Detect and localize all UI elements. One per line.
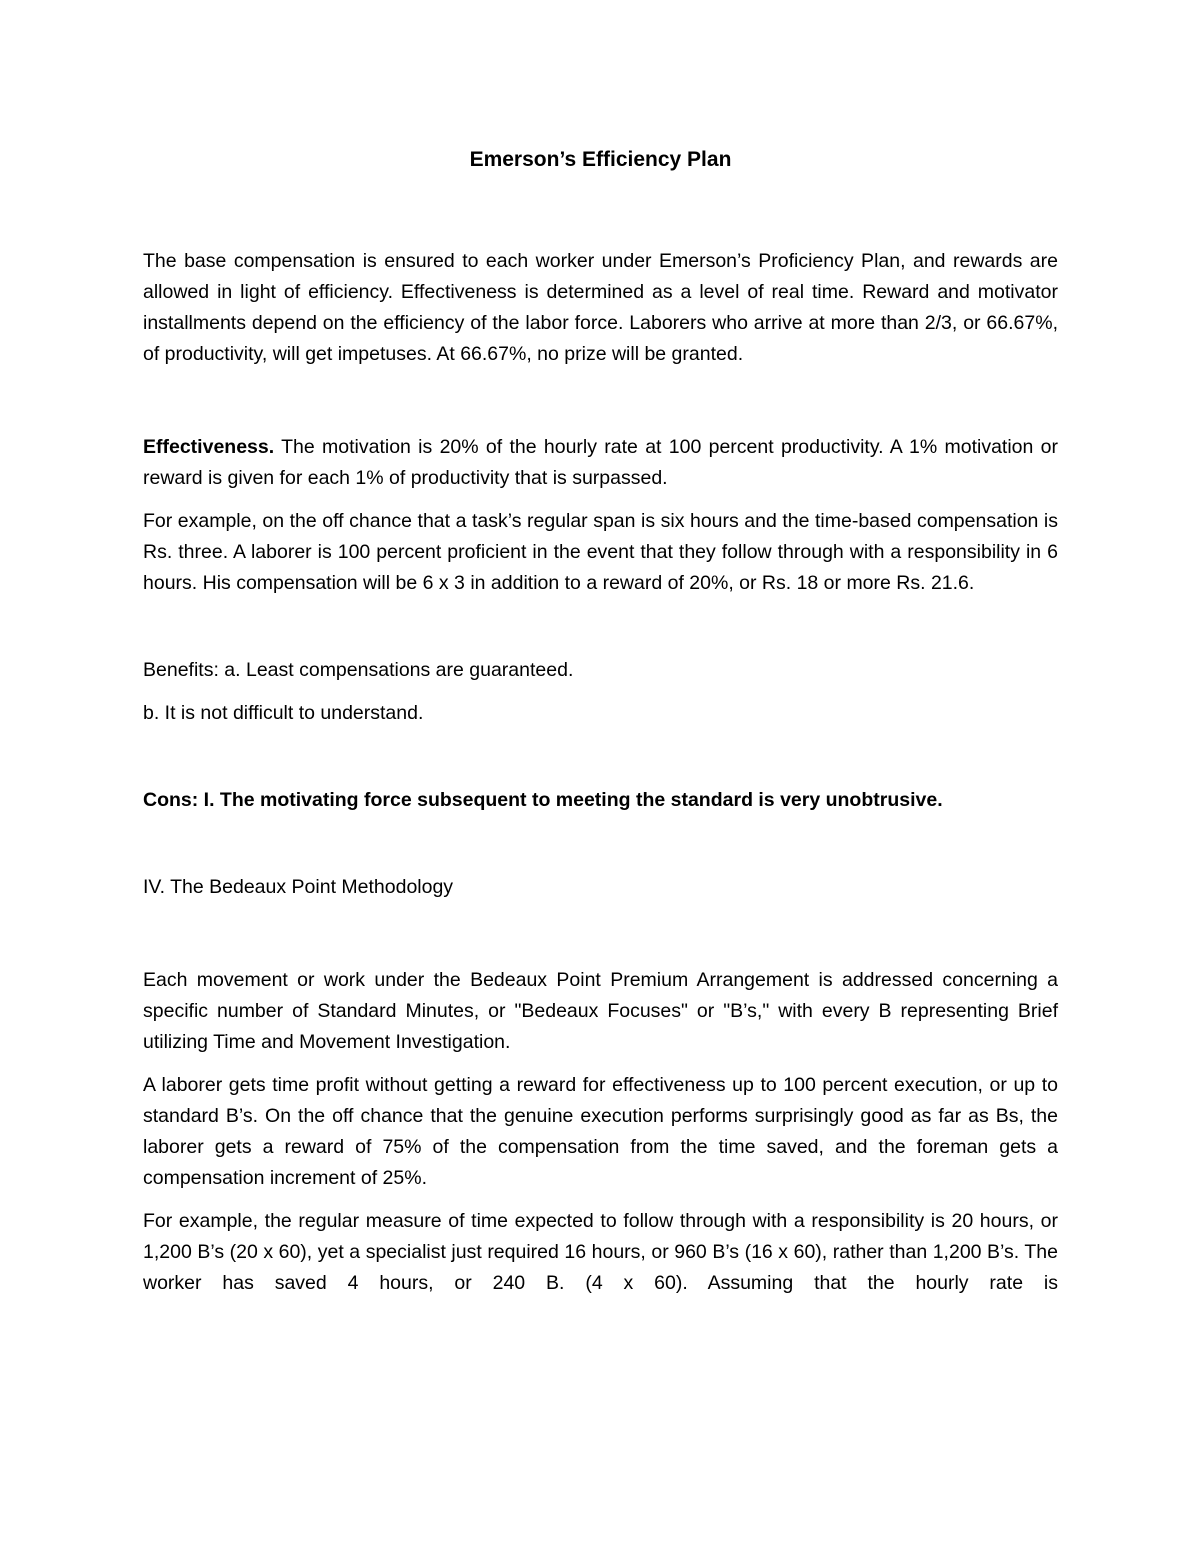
cons-paragraph: Cons: I. The motivating force subsequent to meeting the standard is very unobtrusive. bbox=[143, 789, 943, 811]
example-paragraph-1: For example, on the off chance that a task’s regular span is six hours and the time-based compensation is Rs. three. A laborer is 100 percent proficient in the event that they follow through with a responsibility in 6 hours. His compensation will be 6 x 3 in addition to a reward of 20%, or Rs. 18 or more Rs. 21.6. bbox=[143, 510, 1058, 594]
bedeaux-intro-paragraph: Each movement or work under the Bedeaux Point Premium Arrangement is addressed concerning a specific number of Standard Minutes, or "Bedeaux Focuses" or "B’s," with every B representing Brief utilizing Time and Movement Investigation. bbox=[143, 969, 1058, 1053]
document-title: Emerson’s Efficiency Plan bbox=[469, 148, 732, 171]
bedeaux-reward-paragraph: A laborer gets time profit without getting a reward for effectiveness up to 100 percent execution, or up to standard B’s. On the off chance that the genuine execution performs surprisingly good as far as Bs, the laborer gets a reward of 75% of the compensation from the time saved, and the foreman gets a compensation increment of 25%. bbox=[143, 1074, 1058, 1189]
benefits-item-b: b. It is not difficult to understand. bbox=[143, 702, 424, 724]
effectiveness-paragraph bbox=[143, 432, 1058, 494]
effectiveness-label: Effectiveness. bbox=[143, 436, 275, 458]
example-paragraph-2: For example, the regular measure of time expected to follow through with a responsibility is 20 hours, or 1,200 B’s (20 x 60), yet a specialist just required 16 hours, or 960 B’s (16 x 60), rather than 1,200 B’s. The worker has saved 4 hours, or 240 B. (4 x 60). Assuming that the hourly rate is bbox=[143, 1210, 1058, 1294]
intro-paragraph: The base compensation is ensured to each worker under Emerson’s Proficiency Plan, and rewards are allowed in light of efficiency. Effectiveness is determined as a level of real time. Reward and motivator installments depend on the efficiency of the labor force. Laborers who arrive at more than 2/3, or 66.67%, of productivity, will get impetuses. At 66.67%, no prize will be granted. bbox=[143, 250, 1058, 365]
section-heading: IV. The Bedeaux Point Methodology bbox=[143, 876, 454, 898]
benefits-item-a: Benefits: a. Least compensations are guaranteed. bbox=[143, 659, 574, 681]
effectiveness-text: The motivation is 20% of the hourly rate at 100 percent productivity. A 1% motivation or reward is given for each 1% of productivity that is surpassed. bbox=[143, 436, 1058, 489]
document-body bbox=[143, 140, 1058, 1299]
